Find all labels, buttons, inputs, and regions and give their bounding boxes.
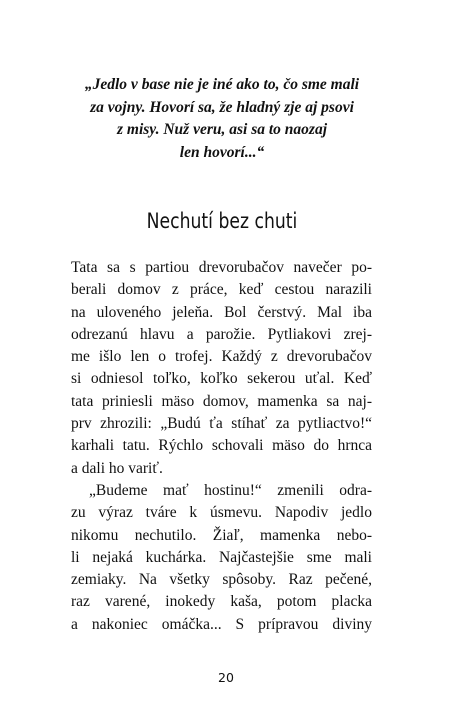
body-line: si odniesol toľko, koľko sekerou uťal. Keď xyxy=(71,370,372,388)
page-number: 20 xyxy=(218,670,234,685)
body-line: raz varené, inokedy kaša, potom placka xyxy=(71,593,372,611)
body-line: zemiaky. Na všetky spôsoby. Raz pečené, xyxy=(71,571,372,589)
epigraph-line: len hovorí...“ xyxy=(179,143,265,161)
body-text xyxy=(71,257,372,636)
epigraph-line: „Jedlo v base nie je iné ako to, čo sme mali xyxy=(84,76,360,93)
body-line: karhali tatu. Rýchlo schovali mäso do hrnca xyxy=(71,437,372,455)
epigraph-line: z misy. Nuž veru, asi sa to naozaj xyxy=(117,121,327,138)
body-line: na uloveného jeleňa. Bol čerstvý. Mal iba xyxy=(71,303,372,321)
body-line: me išlo len o trofej. Každý z drevorubačov xyxy=(71,348,372,366)
body-line: li nejaká kuchárka. Najčastejšie sme mali xyxy=(71,548,372,566)
body-line: a dali ho variť. xyxy=(71,459,163,477)
body-line: nikomu nechutilo. Žiaľ, mamenka nebo- xyxy=(71,526,372,544)
body-line: tata priniesli mäso domov, mamenka sa naj- xyxy=(71,392,372,410)
body-line: a nakoniec omáčka... S prípravou diviny xyxy=(71,615,372,633)
epigraph-line: za vojny. Hovorí sa, že hladný zje aj psovi xyxy=(90,98,354,116)
body-line: Tata sa s partiou drevorubačov navečer po- xyxy=(71,259,372,276)
body-line: zu výraz tváre k úsmevu. Napodiv jedlo xyxy=(71,504,372,522)
chapter-title: Nechutí bez chuti xyxy=(146,209,298,233)
body-line: „Budeme mať hostinu!“ zmenili odra- xyxy=(89,481,372,499)
body-line: odrezanú hlavu a parožie. Pytliakovi zrej- xyxy=(71,325,372,343)
body-line: berali domov z práce, keď cestou narazili xyxy=(71,281,372,299)
body-line: prv zhrozili: „Budú ťa stíhať za pytliactvo!“ xyxy=(71,415,372,433)
epigraph xyxy=(72,74,372,164)
